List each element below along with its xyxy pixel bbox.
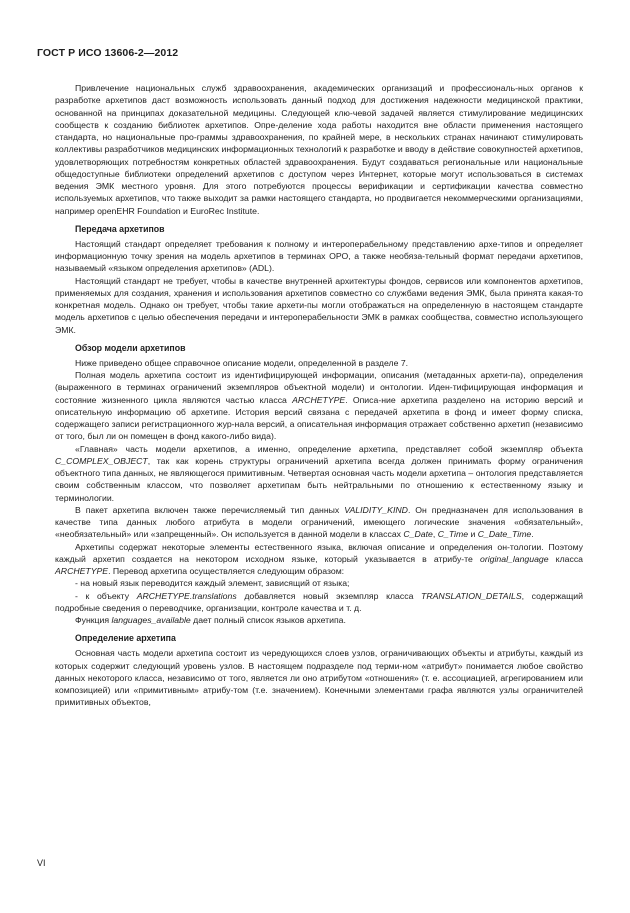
paragraph: Функция languages_available дает полный список языков архетипа. (75, 615, 346, 625)
paragraph: Ниже приведено общее справочное описание модели, определенной в разделе 7. (75, 357, 409, 368)
paragraph: Привлечение национальных служб здравоохранения, академических организаций и профессиональ-ных органов к разработке архетипов даст возможность использовать данный подход для достижения надежности медицинской практики, основанной на принципах доказательной медицины. Следующей клю-чевой задачей является стимулирование медицинских сообществ к созданию библиотек архетипов. Опре-деление хода работы находится вне области применения настоящего стандарта, но национальные про-граммы здравоохранения, по крайней мере, в нескольких странах начинают стимулировать коллективы разработчиков медицинских информационных технологий к разработке и вводу в действие совокупностей архетипов, удовлетворяющих потребностям конкретных областей здравоохранения. Будут создаваться региональные или национальные общедоступные библиотеки определений архетипов с доступом через Интернет, которые могут использоваться в системах ведения ЭМК местного уровня. Для этого потребуются процессы верификации и сертификации качества совместно используемых архетипов, что также выходит за рамки настоящего стандарта, но продвигается некоммерческими организациями, например openEHR Foundation и EuroRec Institute. (55, 83, 583, 216)
page-content (55, 82, 583, 709)
paragraph: Полная модель архетипа состоит из идентифицирующей информации, описания (метаданных архети-па), определения (выраженного в терминах ограничений экземпляров объектной модели) и онтологии. Иден-тифицирующая информация и состояние жизненного цикла являются частью класса ARCHETYPE. Описа-ние архетипа разделено на историю версий и описательную информацию об архетипе. История версий связана с передачей архетипа в фонд и имеет форму списка, содержащего записи регистрационного жур-нала версий, а описательная информация отражает собственно архетип (независимо от того, был ли он помещен в фонд какого-либо вида). (55, 370, 584, 442)
list-item: - на новый язык переводится каждый элемент, зависящий от языка; (75, 578, 350, 589)
list-item: - к объекту ARCHETYPE.translations добавляется новый экземпляр класса TRANSLATION_DETAILS, содержащий подробные сведения о переводчике, организации, контроле качества и т. д. (55, 590, 583, 613)
section-heading: Обзор модели архетипов (75, 342, 186, 353)
paragraph: «Главная» часть модели архетипов, а именно, определение архетипа, представляет собой экземпляр объекта C_COMPLEX_OBJECT, так как корень структуры ограничений архетипа всегда должен принимать форму ограничения объектного типа данных, не являющегося примитивным. Четвертая основная часть модели архетипа – онтология представляется своим собственным классом, что позволяет архетипам быть нейтральными по отношению к естественному языку и терминологии. (55, 443, 583, 503)
paragraph: Настоящий стандарт не требует, чтобы в качестве внутренней архитектуры фондов, сервисов или компонентов архетипов, применяемых для создания, хранения и использования архетипов совместно со службами ведения ЭМК, была принята какая-то конкретная модель. Однако он требует, чтобы такие архети-пы могли отображаться на определенную в настоящем стандарте модель архетипов с целью обеспечения передачи и интероперабельности ЭМК в рамках сообщества, совместно использующего ЭМК. (55, 275, 583, 335)
page-number: VI (37, 858, 46, 868)
paragraph: Архетипы содержат некоторые элементы естественного языка, включая описание и определения он-тологии. Поэтому каждый архетип создается на некотором исходном языке, который указывается в атрибу-те original_language класса ARCHETYPE. Перевод архетипа осуществляется следующим образом: (55, 541, 584, 576)
paragraph: Настоящий стандарт определяет требования к полному и интероперабельному представлению архе-типов и определяет информационную точку зрения на модель архетипов в терминах ОРО, а также необяза-тельный формат передачи архетипов, называемый «языком определения архетипов» (ADL). (55, 238, 583, 274)
paragraph: В пакет архетипа включен также перечисляемый тип данных VALIDITY_KIND. Он предназначен для использования в качестве типа данных любого атрибута в модели ограничений, имеющего логические значения «обязательный», «необязательный» или «запрещенный». Он используется в данной модели в классах C_Date, C_Time и C_Date_Time. (55, 504, 584, 540)
section-heading: Определение архетипа (75, 633, 176, 644)
section-heading: Передача архетипов (75, 223, 165, 234)
paragraph: Основная часть модели архетипа состоит из чередующихся слоев узлов, ограничивающих объекты и атрибуты, каждый из которых содержит следующий уровень узлов. В настоящем подразделе под терми-ном «атрибут» понимается любое свойство данных некоторого класса, независимо от того, является ли оно атрибутом «отношения» (т. е. ассоциацией, агрегированием или композицией) или «примитивным» атрибу-том (т.е. значением). Конечными элементами графа являются узлы ограничителей примитивных объектов, (55, 648, 583, 708)
document-header: ГОСТ Р ИСО 13606-2—2012 (37, 47, 179, 59)
